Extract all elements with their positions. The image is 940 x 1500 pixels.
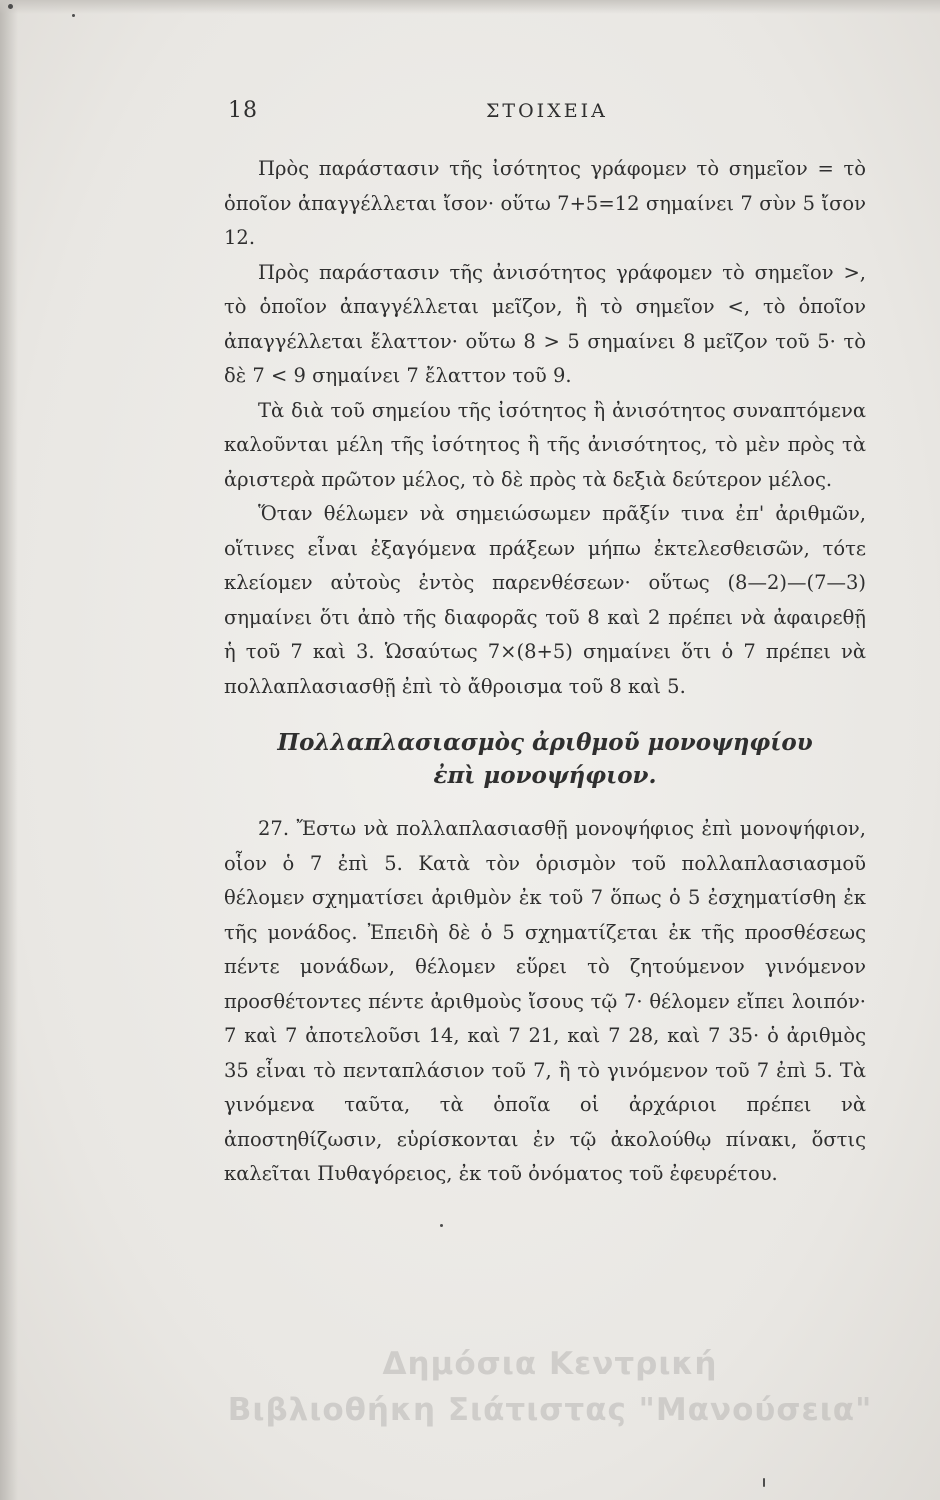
library-watermark-line-1: Δημόσια Κεντρική xyxy=(382,1346,718,1382)
speck xyxy=(763,1478,765,1487)
speck xyxy=(440,1224,443,1227)
library-watermark-line-2: Βιβλιοθήκη Σιάτιστας "Μανούσεια" xyxy=(227,1392,873,1428)
paragraph-members: Τὰ διὰ τοῦ σημείου τῆς ἰσότητος ἢ ἀνισότητος συναπτόμενα καλοῦνται μέλη τῆς ἰσότητος ἢ τῆς ἀνισότητος, τὸ μὲν πρὸς τὰ ἀριστερὰ πρῶτον μέλος, τὸ δὲ πρὸς τὰ δεξιὰ δεύτερον μέλος. xyxy=(224,398,866,491)
running-head xyxy=(228,98,860,134)
section-heading-line-2: ἐπὶ μονοψήφιον. xyxy=(433,762,657,789)
speck xyxy=(8,4,13,9)
page-number: 18 xyxy=(228,98,258,123)
running-title: ΣΤΟΙΧΕΙΑ xyxy=(486,100,608,122)
section-heading-line-1: Πολλαπλασιασμὸς ἀριθμοῦ μονοψηφίου xyxy=(277,729,813,756)
body-text xyxy=(224,152,866,1192)
paragraph-parentheses: Ὅταν θέλωμεν νὰ σημειώσωμεν πρᾶξίν τινα ἐπ' ἀριθμῶν, οἵτινες εἶναι ἐξαγόμενα πράξεων μήπω ἐκτελεσθεισῶν, τότε κλείομεν αὐτοὺς ἐντὸς παρενθέσεων· οὕτως (8—2)—(7—3) σημαίνει ὅτι ἀπὸ τῆς διαφορᾶς τοῦ 8 καὶ 2 πρέπει νὰ ἀφαιρεθῇ ἡ τοῦ 7 καὶ 3. Ὡσαύτως 7×(8+5) σημαίνει ὅτι ὁ 7 πρέπει νὰ πολλαπλασιασθῇ ἐπὶ τὸ ἄθροισμα τοῦ 8 καὶ 5. xyxy=(224,502,866,698)
section-heading xyxy=(224,726,866,792)
paragraph-section-27: 27. Ἔστω νὰ πολλαπλασιασθῇ μονοψήφιος ἐπὶ μονοψήφιον, οἷον ὁ 7 ἐπὶ 5. Κατὰ τὸν ὁρισμὸν τοῦ πολλαπλασιασμοῦ θέλομεν σχηματίσει ἀριθμὸν ἐκ τοῦ 7 ὅπως ὁ 5 ἐσχηματίσθη ἐκ τῆς μονάδος. Ἐπειδὴ δὲ ὁ 5 σχηματίζεται ἐκ τῆς προσθέσεως πέντε μονάδων, θέλομεν εὕρει τὸ ζητούμενον γινόμενον προσθέτοντες πέντε ἀριθμοὺς ἴσους τῷ 7· θέλομεν εἴπει λοιπόν· 7 καὶ 7 ἀποτελοῦσι 14, καὶ 7 21, καὶ 7 28, καὶ 7 35· ὁ ἀριθμὸς 35 εἶναι τὸ πενταπλάσιον τοῦ 7, ἢ τὸ γινόμενον τοῦ 7 ἐπὶ 5. Τὰ γινόμενα ταῦτα, τὰ ὁποῖα οἱ ἀρχάριοι πρέπει νὰ ἀποστηθίζωσιν, εὑρίσκονται ἐν τῷ ἀκολούθῳ πίνακι, ὅστις καλεῖται Πυθαγόρειος, ἐκ τοῦ ὀνόματος τοῦ ἐφευρέτου. xyxy=(224,817,866,1185)
page-edge-shadow xyxy=(0,0,18,1500)
page-top-shadow xyxy=(0,0,940,14)
paragraph-equality: Πρὸς παράστασιν τῆς ἰσότητος γράφομεν τὸ σημεῖον = τὸ ὁποῖον ἀπαγγέλλεται ἴσον· οὕτω 7+5=12 σημαίνει 7 σὺν 5 ἴσον 12. xyxy=(224,157,866,249)
paragraph-inequality: Πρὸς παράστασιν τῆς ἀνισότητος γράφομεν τὸ σημεῖον >, τὸ ὁποῖον ἀπαγγέλλεται μεῖζον, ἢ τὸ σημεῖον <, τὸ ὁποῖον ἀπαγγέλλεται ἔλαττον· οὕτω 8 > 5 σημαίνει 8 μεῖζον τοῦ 5· τὸ δὲ 7 < 9 σημαίνει 7 ἔλαττον τοῦ 9. xyxy=(224,260,866,387)
speck xyxy=(72,14,75,17)
